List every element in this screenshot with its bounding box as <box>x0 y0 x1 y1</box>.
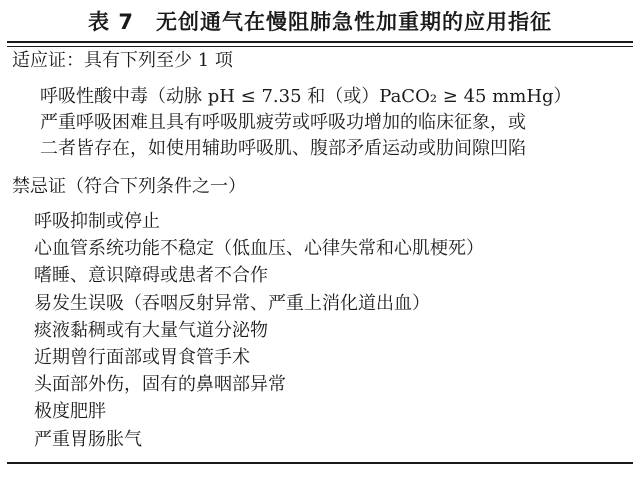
contraindications-section <box>0 175 640 455</box>
contraindication-item: 严重胃肠胀气 <box>34 428 142 450</box>
contraindication-item: 呼吸抑制或停止 <box>34 211 160 232</box>
indication-item: 二者皆存在，如使用辅助呼吸肌、腹部矛盾运动或肋间隙凹陷 <box>40 138 526 159</box>
table-header-rule <box>7 46 633 47</box>
contraindication-item: 近期曾行面部或胃食管手术 <box>34 346 250 368</box>
contraindication-item: 痰液黏稠或有大量气道分泌物 <box>34 319 268 341</box>
indications-list <box>0 85 640 163</box>
contraindication-item: 心血管系统功能不稳定（低血压、心律失常和心肌梗死） <box>34 238 484 260</box>
contraindications-heading: 禁忌证（符合下列条件之一） <box>12 176 246 197</box>
indications-heading: 适应证：具有下列至少 1 项 <box>12 50 233 71</box>
contraindication-item: 极度肥胖 <box>34 401 106 423</box>
indication-item: 呼吸性酸中毒（动脉 pH ≤ 7.35 和（或）PaCO₂ ≥ 45 mmHg） <box>40 86 572 107</box>
indication-item: 严重呼吸困难且具有呼吸肌疲劳或呼吸功增加的临床征象，或 <box>40 112 526 133</box>
contraindication-item: 嗜睡、意识障碍或患者不合作 <box>34 265 268 287</box>
contraindication-item: 易发生误吸（吞咽反射异常、严重上消化道出血） <box>34 292 430 314</box>
contraindications-list <box>0 210 640 455</box>
table-title: 表 7 无创通气在慢阻肺急性加重期的应用指征 <box>88 10 552 34</box>
indications-section <box>0 49 640 163</box>
contraindication-item: 头面部外伤，固有的鼻咽部异常 <box>34 374 286 396</box>
table-top-rule <box>7 41 633 43</box>
table-bottom-rule <box>7 462 633 464</box>
